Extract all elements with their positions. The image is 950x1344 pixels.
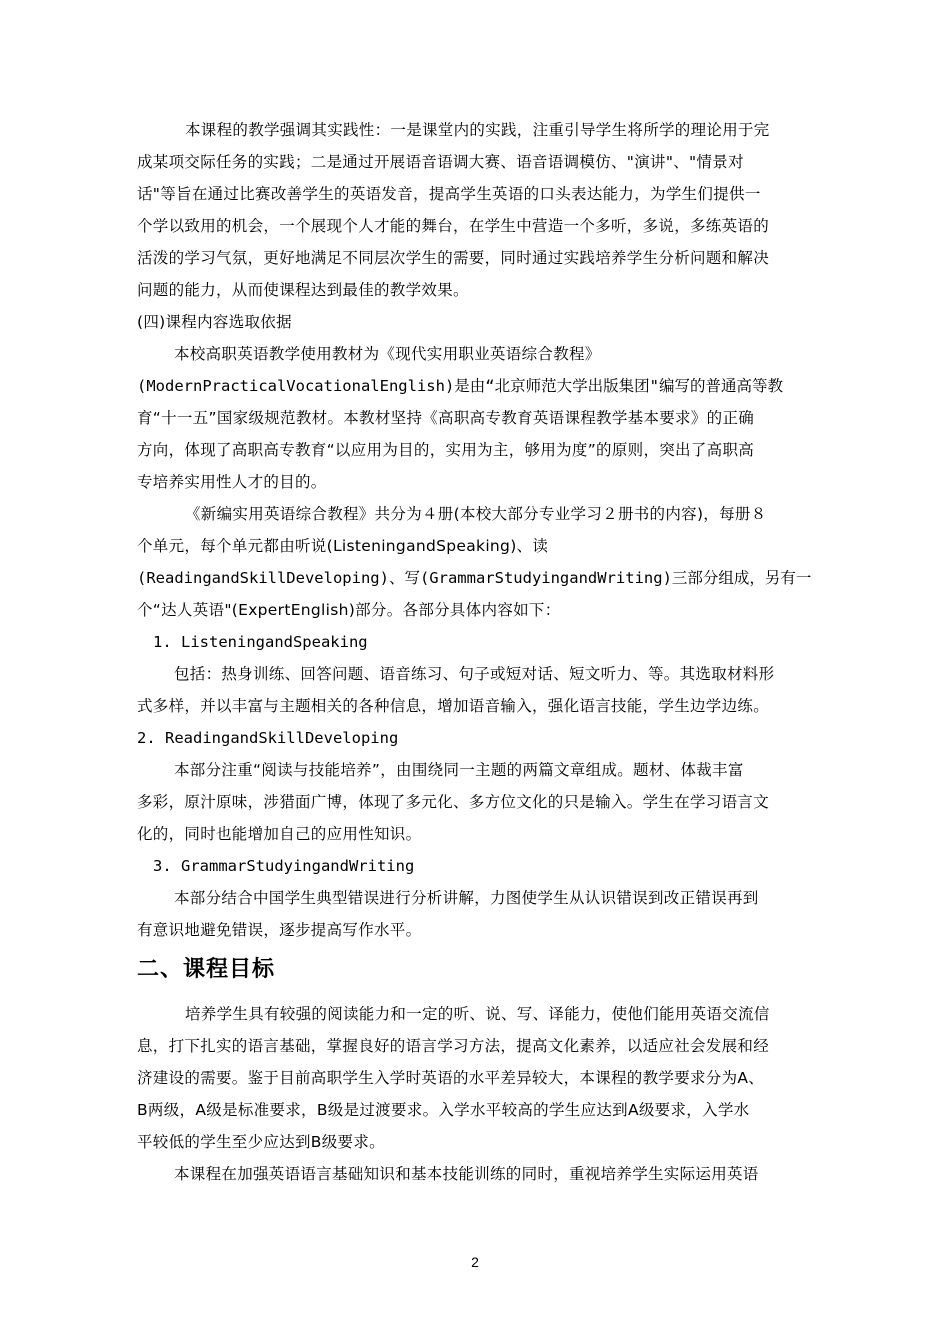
text-line: 个“达人英语"(ExpertEnglish)部分。各部分具体内容如下：	[137, 601, 561, 619]
text-line: 平较低的学生至少应达到B级要求。	[137, 1133, 385, 1151]
list-item-reading-title: 2. ReadingandSkillDeveloping	[137, 729, 399, 747]
text-line: 化的，同时也能增加自己的应用性知识。	[137, 825, 422, 843]
paragraph-practice	[137, 114, 827, 306]
list-item-grammar-body	[137, 882, 827, 946]
text-line: 本部分注重“阅读与技能培养”，由围绕同一主题的两篇文章组成。题材、体裁丰富	[174, 761, 744, 779]
text-line: 方向，体现了高职高专教育“以应用为目的，实用为主，够用为度”的原则，突出了高职高	[137, 441, 755, 459]
section-title-course-goals: 二、课程目标	[137, 957, 276, 982]
list-item-grammar-title: 3. GrammarStudyingandWriting	[153, 857, 415, 875]
text-line: 话"等旨在通过比赛改善学生的英语发音，提高学生英语的口头表达能力，为学生们提供一	[137, 185, 761, 203]
text-line: (ReadingandSkillDeveloping)、写(GrammarStudyingandWriting)三部分组成，另有一	[137, 569, 812, 587]
list-item-listening-title: 1. ListeningandSpeaking	[153, 633, 368, 651]
text-line: (ModernPracticalVocationalEnglish)是由“北京师范大学出版集团"编写的普通高等教	[137, 377, 783, 395]
text-line: 多彩，原汁原味，涉猎面广博，体现了多元化、多方位文化的只是输入。学生在学习语言文	[137, 793, 770, 811]
text-line: 活泼的学习气氛，更好地满足不同层次学生的需要，同时通过实践培养学生分析问题和解决	[137, 249, 770, 267]
text-line: 包括：热身训练、回答问题、语音练习、句子或短对话、短文听力、等。其选取材料形	[174, 665, 775, 683]
list-item-listening-body	[137, 658, 827, 722]
text-line: 本课程的教学强调其实践性：一是课堂内的实践，注重引导学生将所学的理论用于完	[185, 121, 770, 139]
text-line: 专培养实用性人才的目的。	[137, 473, 327, 491]
page-content	[137, 114, 827, 1190]
list-item-reading-body	[137, 754, 827, 850]
text-line: 本课程在加强英语语言基础知识和基本技能训练的同时，重视培养学生实际运用英语	[174, 1165, 759, 1183]
text-line: 本部分结合中国学生典型错误进行分析讲解，力图使学生从认识错误到改正错误再到	[174, 889, 759, 907]
text-line: 育“十一五”国家级规范教材。本教材坚持《高职高专教育英语课程教学基本要求》的正确	[137, 409, 755, 427]
text-line: 有意识地避免错误，逐步提高写作水平。	[137, 921, 422, 939]
text-line: 培养学生具有较强的阅读能力和一定的听、说、写、译能力，使他们能用英语交流信	[185, 1005, 770, 1023]
paragraph-goal-2	[137, 1158, 827, 1190]
text-line: 息，打下扎实的语言基础，掌握良好的语言学习方法，提高文化素养，以适应社会发展和经	[137, 1037, 770, 1055]
text-line: 个学以致用的机会，一个展现个人才能的舞台，在学生中营造一个多听，多说，多练英语的	[137, 217, 770, 235]
text-line: 个单元，每个单元都由听说(ListeningandSpeaking)、读	[137, 537, 549, 555]
page-number: 2	[471, 1254, 479, 1270]
paragraph-structure	[137, 498, 827, 626]
text-line: 《新编实用英语综合教程》共分为４册(本校大部分专业学习２册书的内容)，每册８	[185, 505, 767, 523]
subheading-basis: (四)课程内容选取依据	[137, 313, 292, 331]
text-line: 济建设的需要。鉴于目前高职学生入学时英语的水平差异较大，本课程的教学要求分为A、	[137, 1069, 765, 1087]
text-line: 式多样，并以丰富与主题相关的各种信息，增加语音输入，强化语言技能，学生边学边练。	[137, 697, 770, 715]
paragraph-goal	[137, 998, 827, 1158]
text-line: B两级，A级是标准要求，B级是过渡要求。入学水平较高的学生应达到A级要求，入学水	[137, 1101, 750, 1119]
text-line: 本校高职英语教学使用教材为《现代实用职业英语综合教程》	[174, 345, 601, 363]
text-line: 成某项交际任务的实践；二是通过开展语音语调大赛、语音语调模仿、"演讲"、"情景对	[137, 153, 744, 171]
text-line: 问题的能力，从而使课程达到最佳的教学效果。	[137, 281, 469, 299]
paragraph-textbook	[137, 338, 827, 498]
